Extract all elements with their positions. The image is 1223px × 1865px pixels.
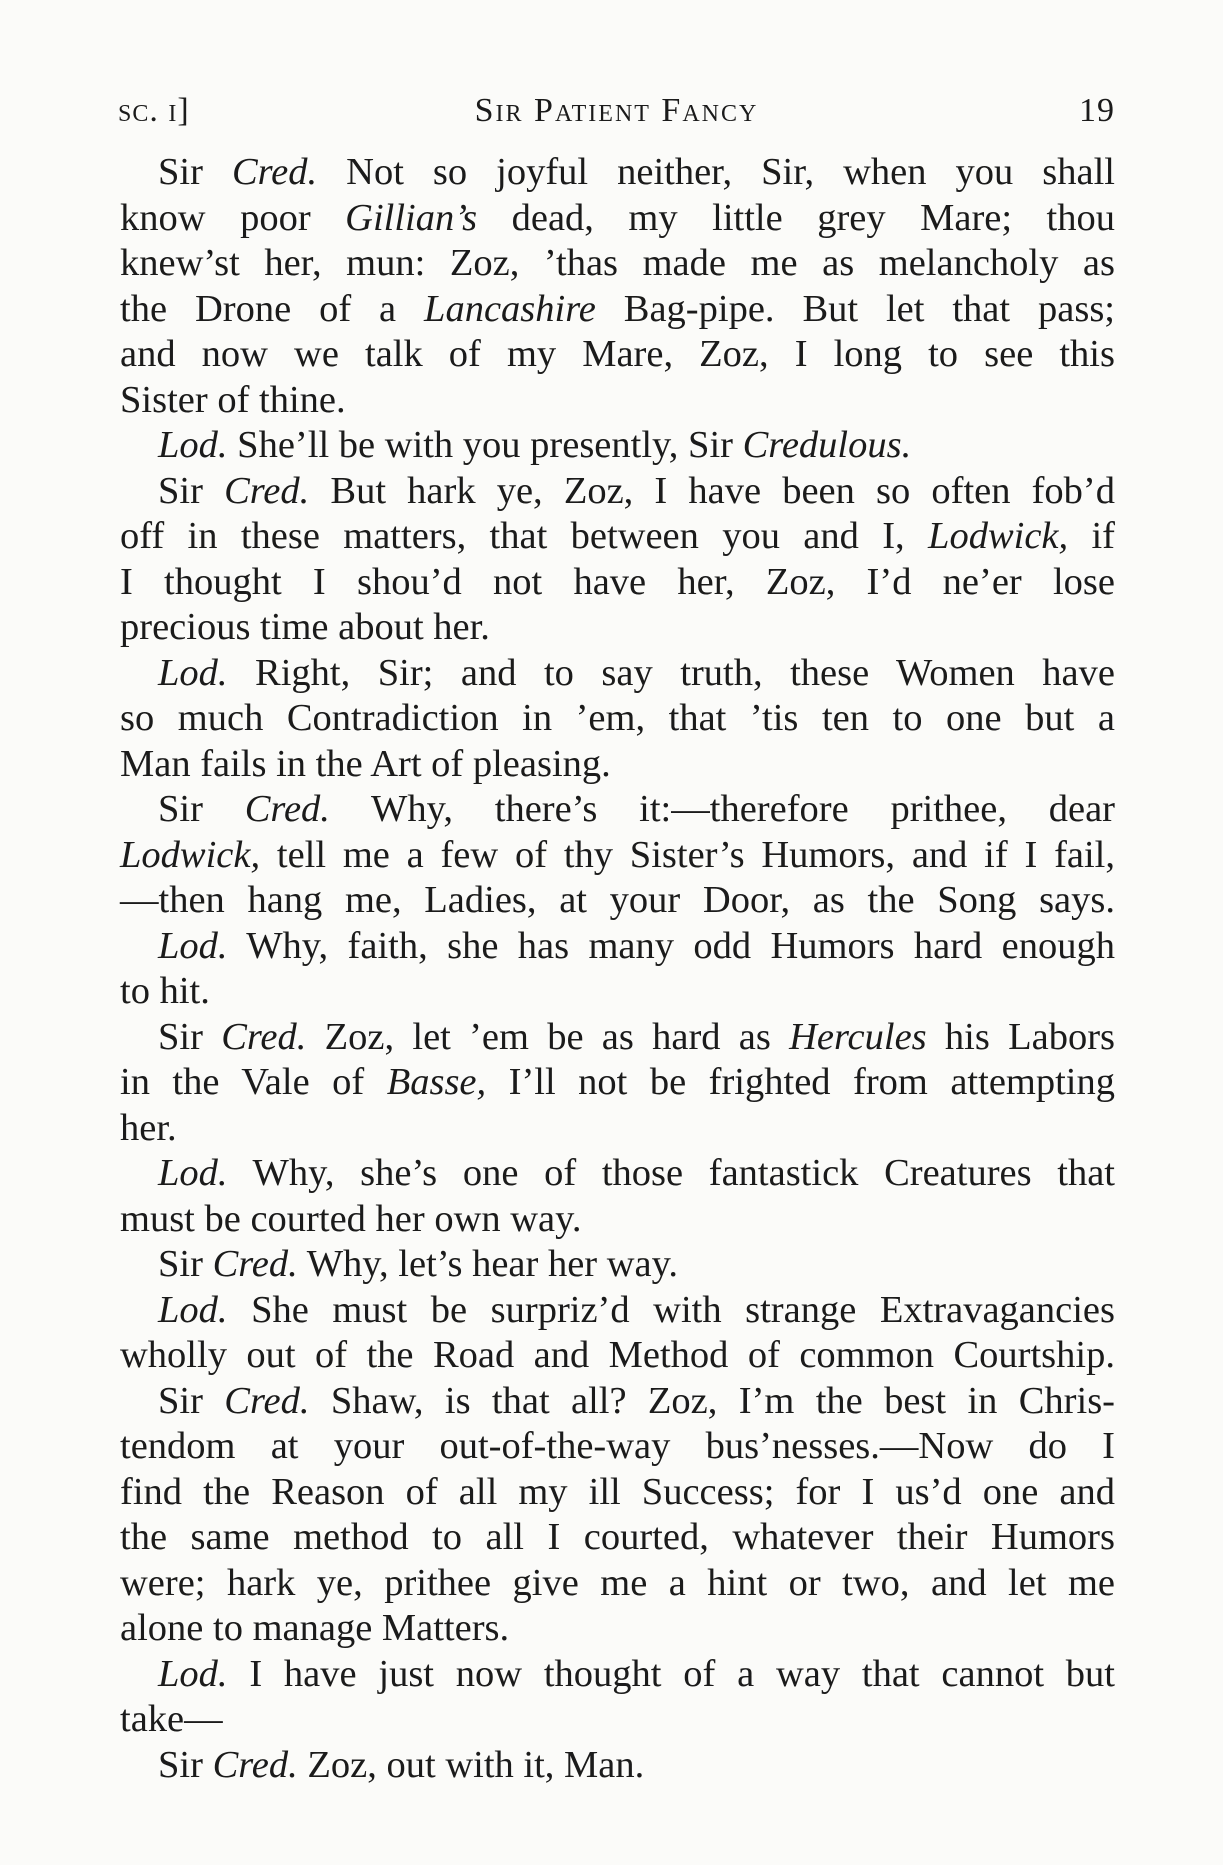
text-line bbox=[120, 1197, 1115, 1243]
text-line bbox=[120, 1652, 1115, 1698]
text-segment: know poor bbox=[120, 196, 346, 239]
text-segment: must be courted her own way. bbox=[120, 1197, 582, 1240]
running-title: Sir Patient Fancy bbox=[474, 92, 759, 129]
text-segment: in the Vale of bbox=[120, 1061, 387, 1103]
text-segment: take— bbox=[120, 1698, 223, 1740]
text-line bbox=[120, 1697, 1115, 1743]
text-line bbox=[120, 1515, 1115, 1561]
text-segment: Zoz, let ’em be as hard as bbox=[306, 1015, 790, 1058]
text-line bbox=[120, 150, 1115, 196]
text-line bbox=[120, 1151, 1115, 1197]
italic-text: Cred. bbox=[212, 1243, 298, 1285]
italic-text: Lodwick, bbox=[928, 515, 1069, 557]
text-segment: so much Contradiction in ’em, that ’tis ten to one but a bbox=[120, 697, 1115, 739]
text-segment: and now we talk of my Mare, Zoz, I long to see this bbox=[120, 333, 1115, 375]
text-segment: Why, faith, she has many odd Humors hard enough bbox=[227, 924, 1115, 967]
text-line bbox=[120, 1561, 1115, 1607]
italic-text: Gillian’s bbox=[345, 196, 478, 239]
italic-text: Lod. bbox=[158, 651, 228, 694]
text-segment: Sir bbox=[158, 469, 225, 512]
text-segment: Bag-pipe. But let that pass; bbox=[595, 287, 1116, 330]
text-line bbox=[120, 696, 1115, 742]
text-segment: alone to manage Matters. bbox=[120, 1607, 510, 1649]
text-line bbox=[120, 332, 1115, 378]
italic-text: Lod. bbox=[158, 924, 228, 967]
text-line bbox=[120, 1379, 1115, 1425]
text-segment: Sir bbox=[158, 1743, 213, 1786]
text-line bbox=[120, 969, 1115, 1015]
text-line bbox=[120, 787, 1115, 833]
italic-text: Lod. bbox=[158, 424, 228, 466]
text-segment: I’ll not be frighted from attempting bbox=[486, 1061, 1115, 1103]
text-segment: her. bbox=[120, 1106, 177, 1149]
text-segment: tell me a few of thy Sister’s Humors, and if I fail, bbox=[260, 833, 1115, 876]
text-segment: Sir bbox=[158, 1243, 213, 1285]
text-line bbox=[120, 378, 1115, 424]
text-segment: Not so joyful neither, Sir, when you shall bbox=[317, 151, 1115, 193]
scene-marker: sc. i] bbox=[118, 92, 190, 129]
text-segment: off in these matters, that between you and I, bbox=[120, 515, 929, 557]
text-line bbox=[120, 514, 1115, 560]
text-line bbox=[120, 1106, 1115, 1152]
play-text bbox=[120, 150, 1115, 1788]
text-segment: dead, my little grey Mare; thou bbox=[477, 196, 1116, 239]
italic-text: Cred. bbox=[212, 1743, 298, 1786]
text-line bbox=[120, 742, 1115, 788]
text-segment: were; hark ye, prithee give me a hint or two, and let me bbox=[120, 1561, 1115, 1604]
text-segment: She’ll be with you presently, Sir bbox=[227, 424, 743, 466]
text-line bbox=[120, 423, 1115, 469]
text-segment: She must be surpriz’d with strange Extravagancies bbox=[227, 1288, 1115, 1331]
text-line bbox=[120, 833, 1115, 879]
text-segment: knew’st her, mun: Zoz, ’thas made me as melancholy as bbox=[120, 242, 1115, 284]
italic-text: Cred. bbox=[231, 151, 318, 193]
text-line bbox=[120, 1424, 1115, 1470]
text-segment: Right, Sir; and to say truth, these Women have bbox=[227, 651, 1115, 694]
italic-text: Basse, bbox=[386, 1061, 487, 1103]
running-header bbox=[118, 92, 1115, 142]
text-segment: find the Reason of all my ill Success; for I us’d one and bbox=[120, 1470, 1115, 1513]
text-segment: to hit. bbox=[120, 970, 210, 1012]
text-line bbox=[120, 196, 1115, 242]
italic-text: Cred. bbox=[224, 1379, 310, 1422]
text-segment: Shaw, is that all? Zoz, I’m the best in Chris- bbox=[309, 1379, 1115, 1422]
text-line bbox=[120, 1470, 1115, 1516]
text-segment: I thought I shou’d not have her, Zoz, I’d ne’er lose bbox=[120, 560, 1115, 603]
text-segment: Why, let’s hear her way. bbox=[297, 1243, 678, 1285]
text-line bbox=[120, 241, 1115, 287]
italic-text: Credulous. bbox=[742, 424, 912, 466]
italic-text: Hercules bbox=[789, 1015, 927, 1058]
text-segment: Zoz, out with it, Man. bbox=[297, 1743, 645, 1786]
italic-text: Cred. bbox=[244, 788, 330, 830]
italic-text: Lod. bbox=[158, 1152, 228, 1194]
text-segment: Why, she’s one of those fantastick Creatures that bbox=[227, 1152, 1115, 1194]
text-line bbox=[120, 1015, 1115, 1061]
text-line bbox=[120, 651, 1115, 697]
text-line bbox=[120, 924, 1115, 970]
text-line bbox=[120, 1333, 1115, 1379]
text-segment: But hark ye, Zoz, I have been so often fob’d bbox=[309, 469, 1115, 512]
text-segment: Sir bbox=[158, 1379, 225, 1422]
text-segment: —then hang me, Ladies, at your Door, as the Song says. bbox=[120, 879, 1115, 921]
italic-text: Lodwick, bbox=[120, 833, 261, 876]
text-line bbox=[120, 1242, 1115, 1288]
page-number: 19 bbox=[1079, 92, 1115, 129]
text-segment: his Labors bbox=[926, 1015, 1115, 1058]
text-segment: wholly out of the Road and Method of common Courtship. bbox=[120, 1334, 1115, 1376]
text-line bbox=[120, 560, 1115, 606]
text-segment: precious time about her. bbox=[120, 606, 490, 648]
text-segment: Sir bbox=[158, 788, 245, 830]
text-line bbox=[120, 469, 1115, 515]
text-line bbox=[120, 605, 1115, 651]
text-segment: Why, there’s it:—therefore prithee, dear bbox=[329, 788, 1115, 830]
text-segment: if bbox=[1068, 515, 1115, 557]
text-segment: the same method to all I courted, whatever their Humors bbox=[120, 1516, 1115, 1558]
text-segment: Sister of thine. bbox=[120, 378, 346, 421]
text-line bbox=[120, 1288, 1115, 1334]
italic-text: Lod. bbox=[158, 1288, 228, 1331]
text-segment: Man fails in the Art of pleasing. bbox=[120, 742, 611, 785]
text-segment: the Drone of a bbox=[120, 287, 425, 330]
text-line bbox=[120, 1606, 1115, 1652]
italic-text: Cred. bbox=[224, 469, 310, 512]
text-line bbox=[120, 1743, 1115, 1789]
text-line bbox=[120, 287, 1115, 333]
text-segment: Sir bbox=[158, 1015, 222, 1058]
text-line bbox=[120, 878, 1115, 924]
italic-text: Lancashire bbox=[424, 287, 596, 330]
text-segment: I have just now thought of a way that cannot but bbox=[227, 1652, 1115, 1695]
text-line bbox=[120, 1060, 1115, 1106]
italic-text: Cred. bbox=[221, 1015, 307, 1058]
italic-text: Lod. bbox=[158, 1652, 228, 1695]
text-segment: Sir bbox=[158, 151, 232, 193]
text-segment: tendom at your out-of-the-way bus’nesses.—Now do I bbox=[120, 1425, 1115, 1467]
